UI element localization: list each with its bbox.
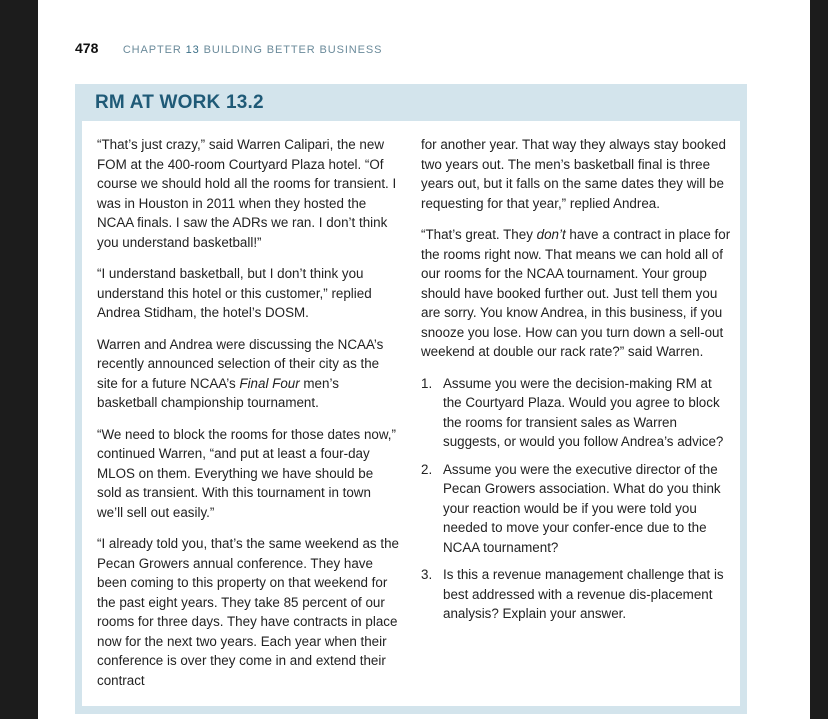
question-text: Assume you were the executive director of the Pecan Growers association. What do you think your reaction would be if you were told you needed to move your confer-ence due to the NCAA tournament? bbox=[443, 461, 721, 555]
question-number: 2. bbox=[421, 461, 433, 477]
paragraph: “I understand basketball, but I don’t think you understand this hotel or this customer,” replied Andrea Stidham, the hotel’s DOSM. bbox=[97, 266, 372, 320]
paragraph bbox=[421, 225, 733, 362]
chapter-header bbox=[123, 44, 383, 56]
rm-at-work-box bbox=[75, 84, 747, 714]
paragraph bbox=[97, 335, 399, 413]
paragraph: “We need to block the rooms for those dates now,” continued Warren, “and put at least a four-day MLOS on them. Everything we have should be sold as transient. With this tournament in town we’ll sell out easily.” bbox=[97, 426, 396, 520]
question-text: Assume you were the decision-making RM at the Courtyard Plaza. Would you agree to block the rooms for transient sales as Warren suggests, or would you follow Andrea’s advice? bbox=[443, 375, 724, 449]
book-page bbox=[38, 0, 810, 719]
left-column bbox=[97, 135, 399, 702]
text-segment: have a contract in place for the rooms right now. That means we can hold all of our rooms for the NCAA tournament. Your group should have booked further out. Just tell them you are sorry. You know Andrea, in this business, if you snooze you lose. How can you turn down a sell-out weekend at double our rack rate?” said Warren. bbox=[421, 227, 731, 359]
paragraph: “That’s just crazy,” said Warren Calipari, the new FOM at the 400-room Courtyard Plaza hotel. “Of course we should hold all the rooms for transient. I was in Houston in 2011 when they hosted the NCAA finals. I saw the ADRs we ran. I don’t think you understand basketball!” bbox=[97, 137, 397, 250]
box-title: RM AT WORK 13.2 bbox=[95, 92, 264, 113]
box-content bbox=[82, 121, 740, 706]
text-segment: “That’s great. They bbox=[421, 227, 537, 242]
question-number: 3. bbox=[421, 567, 433, 582]
page-number: 478 bbox=[75, 40, 99, 56]
question-item bbox=[421, 565, 733, 624]
chapter-title: BUILDING BETTER BUSINESS bbox=[203, 44, 383, 56]
italic-title: Final Four bbox=[239, 375, 300, 391]
right-column bbox=[421, 135, 733, 632]
chapter-label: CHAPTER bbox=[122, 44, 182, 56]
question-item bbox=[421, 460, 733, 558]
question-text: Is this a revenue management challenge that is best addressed with a revenue dis-placement analysis? Explain your answer. bbox=[443, 567, 724, 621]
paragraph: “I already told you, that’s the same weekend as the Pecan Growers annual conference. They have been coming to this property on that weekend for the past eight years. They take 85 percent of our rooms for three days. They have contracts in place now for the next two years. Each year when their conference is over they come in and extend their contract bbox=[97, 536, 399, 688]
text-segment: Warren and Andrea were discussing the NCAA’s recently announced selection of their city as the site for a future NCAA’s bbox=[97, 336, 384, 391]
question-item bbox=[421, 374, 733, 452]
text-segment: men’s basketball championship tournament. bbox=[97, 375, 339, 410]
chapter-number: 13 bbox=[185, 44, 200, 56]
running-header bbox=[75, 40, 382, 58]
paragraph: for another year. That way they always stay booked two years out. The men’s basketball final is three years out, but it falls on the same dates they will be requesting for that year,” replied Andrea. bbox=[421, 137, 726, 211]
italic-emphasis: don’t bbox=[536, 227, 566, 242]
questions-list bbox=[421, 374, 733, 624]
question-number: 1. bbox=[421, 375, 433, 391]
